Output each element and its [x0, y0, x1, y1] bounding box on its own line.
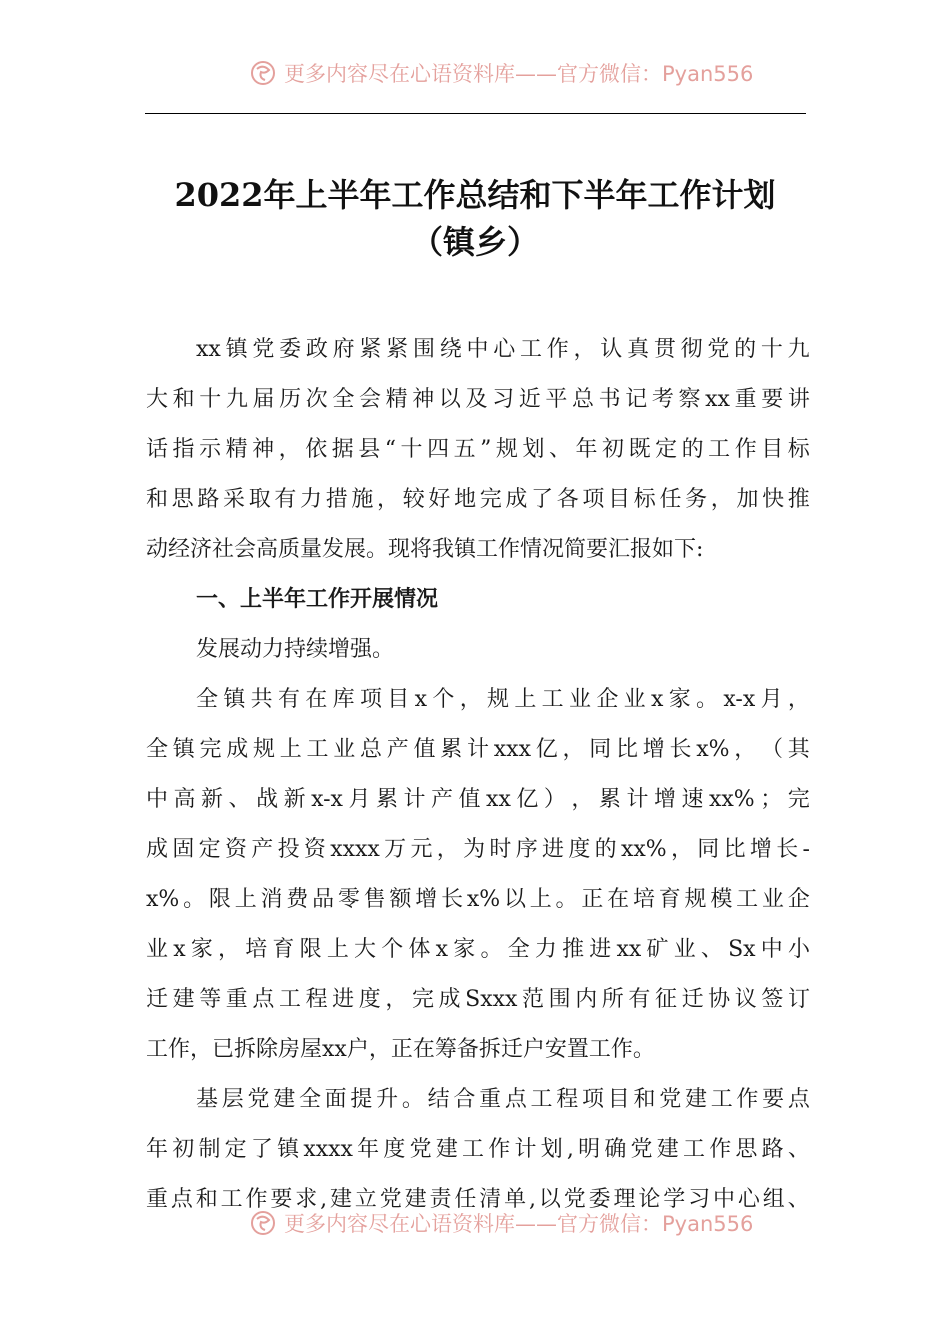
watermark-footer [250, 1208, 770, 1238]
header-divider [145, 113, 806, 114]
text-line: 和 思 路 采 取 有 力 措 施 ， 较 好 地 完 成 了 各 项 目 标 任 务 ， 加 快 推 [146, 487, 810, 512]
document-title: 2022年上半年工作总结和下半年工作计划 [174, 176, 776, 214]
watermark-header [250, 58, 770, 88]
text-line: 业 x 家 ， 培 育 限 上 大 个 体 x 家 。 全 力 推 进 xx 矿 业 、 Sx 中 小 [146, 937, 810, 962]
text-line: 动经济社会高质量发展。现将我镇工作情况简要汇报如下: [146, 537, 704, 562]
section-heading: 一、上半年工作开展情况 [196, 587, 439, 612]
text-line: 年 初 制 定 了 镇 xxxx 年 度 党 建 工 作 计 划 , 明 确 党 建 工 作 思 路 、 [146, 1137, 810, 1162]
text-line: 全 镇 共 有 在 库 项 目 x 个 ， 规 上 工 业 企 业 x 家 。 x-x 月 ， [196, 687, 810, 712]
watermark-text: 更多内容尽在心语资料库——官方微信：Pyan556 [284, 1212, 754, 1236]
text-line: 基 层 党 建 全 面 提 升 。 结 合 重 点 工 程 项 目 和 党 建 工 作 要 点 [196, 1087, 810, 1112]
text-line: 工作，已拆除房屋xx户，正在筹备拆迁户安置工作。 [146, 1037, 655, 1062]
text-line: 话 指 示 精 神 ， 依 据 县 “ 十 四 五 ” 规 划 、 年 初 既 定 的 工 作 目 标 [146, 437, 810, 462]
subheading: 发展动力持续增强。 [196, 637, 395, 662]
text-line: 迁 建 等 重 点 工 程 进 度 ， 完 成 Sxxx 范 围 内 所 有 征 迁 协 议 签 订 [146, 987, 810, 1012]
watermark-text: 更多内容尽在心语资料库——官方微信：Pyan556 [284, 62, 754, 86]
logo-icon [250, 60, 276, 86]
logo-icon [250, 1210, 276, 1236]
text-line: x% 。 限 上 消 费 品 零 售 额 增 长 x% 以 上 。 正 在 培 育 规 模 工 业 企 [146, 887, 810, 912]
text-line: 大 和 十 九 届 历 次 全 会 精 神 以 及 习 近 平 总 书 记 考 察 xx 重 要 讲 [146, 387, 810, 412]
text-line: xx 镇 党 委 政 府 紧 紧 围 绕 中 心 工 作 ， 认 真 贯 彻 党 的 十 九 [196, 337, 810, 362]
document-title-subtitle: （镇乡） [410, 223, 539, 261]
text-line: 成 固 定 资 产 投 资 xxxx 万 元 ， 为 时 序 进 度 的 xx% ， 同 比 增 长 - [146, 837, 810, 862]
document-body [146, 325, 810, 1225]
text-line: 全 镇 完 成 规 上 工 业 总 产 值 累 计 xxx 亿 ， 同 比 增 长 x% ， （ 其 [146, 737, 810, 762]
text-line: 重 点 和 工 作 要 求 , 建 立 党 建 责 任 清 单 , 以 党 委 理 论 学 习 中 心 组 、 [146, 1187, 810, 1212]
text-line: 中 高 新 、 战 新 x-x 月 累 计 产 值 xx 亿 ） ， 累 计 增 速 xx% ； 完 [146, 787, 810, 812]
